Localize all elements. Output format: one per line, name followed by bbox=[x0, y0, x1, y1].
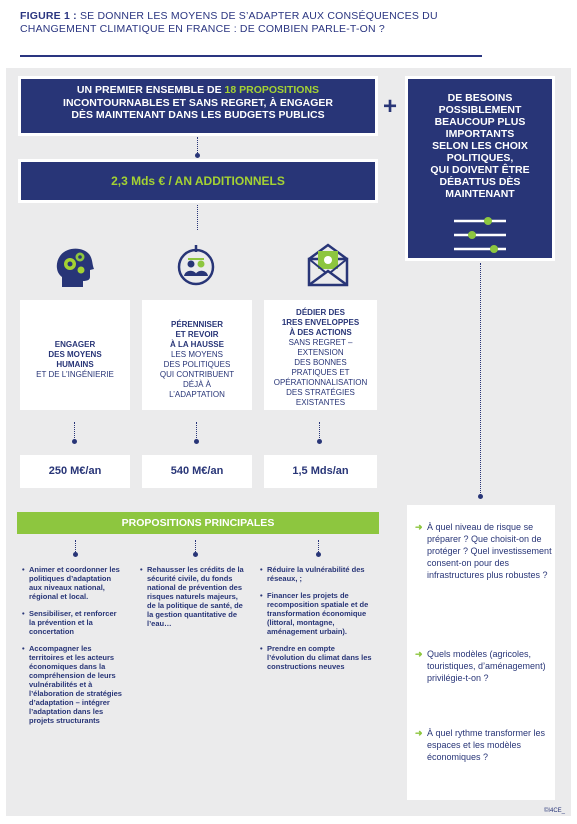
proposition-item: • Prendre en compte l’évolution du climat dans les constructions neuves bbox=[260, 644, 372, 671]
proposition-item: • Rehausser les crédits de la sécurité civile, du fonds national de prévention des risques naturels majeurs, de la politique de santé, de la gestion quantitative de l’eau… bbox=[140, 565, 248, 628]
propositions-column-2 bbox=[140, 565, 248, 636]
card-text-line: ET DE L’INGÉNIERIE bbox=[36, 370, 114, 379]
connector-dot bbox=[317, 439, 322, 444]
card-text-line: EXTENSION bbox=[297, 348, 344, 357]
top-box-line2: INCONTOURNABLES ET SANS REGRET, À ENGAGER bbox=[63, 96, 333, 109]
arrow-right-icon: ➜ bbox=[415, 728, 423, 738]
figure-title bbox=[20, 10, 500, 36]
head-gears-icon bbox=[52, 243, 98, 289]
question-item bbox=[415, 648, 553, 684]
card-text-line: PRATIQUES ET bbox=[291, 368, 350, 377]
title-divider bbox=[20, 55, 482, 57]
question-item bbox=[415, 727, 553, 763]
right-box-line: DE BESOINS bbox=[447, 92, 513, 104]
right-box-line: QUI DOIVENT ÊTRE bbox=[430, 164, 530, 176]
connector-dot bbox=[195, 153, 200, 158]
total-amount-box bbox=[18, 159, 378, 203]
top-proposals-box bbox=[18, 76, 378, 136]
connector-line bbox=[197, 205, 198, 230]
envelope-money-icon bbox=[305, 241, 351, 289]
right-box-line: SELON LES CHOIX bbox=[432, 140, 528, 152]
sliders-icon bbox=[450, 215, 510, 255]
plus-sign: + bbox=[383, 93, 398, 120]
connector-line bbox=[319, 422, 320, 440]
card-bold-line: HUMAINS bbox=[56, 360, 94, 369]
card-bold-line: DÉDIER DES bbox=[296, 308, 345, 317]
right-box-line: BEAUCOUP PLUS bbox=[434, 116, 526, 128]
card-bold-line: PÉRENNISER bbox=[170, 320, 223, 329]
credit-label: ©I4CE_ bbox=[543, 808, 565, 814]
card-bold-line: ENGAGER bbox=[54, 340, 96, 349]
figure-title-text: SE DONNER LES MOYENS DE S’ADAPTER AUX CONSÉQUENCES DU CHANGEMENT CLIMATIQUE EN FRANCE : DE COMBIEN PARLE-T-ON ? bbox=[20, 10, 438, 35]
connector-line bbox=[318, 540, 319, 552]
card-no-regret-actions bbox=[264, 300, 377, 410]
card-text-line: DES POLITIQUES bbox=[163, 360, 231, 369]
question-text: À quel rythme transformer les espaces et les modèles économiques ? bbox=[427, 728, 546, 762]
question-text: Quels modèles (agricoles, touristiques, d’aménagement) privilégie-t-on ? bbox=[427, 649, 546, 683]
propositions-column-3 bbox=[260, 565, 372, 679]
top-box-line3: DÈS MAINTENANT DANS LES BUDGETS PUBLICS bbox=[71, 109, 325, 121]
connector-line bbox=[75, 540, 76, 552]
card-bold-line: À DES ACTIONS bbox=[289, 328, 352, 337]
right-box-line: POLITIQUES, bbox=[446, 152, 514, 164]
connector-dot bbox=[193, 552, 198, 557]
figure-label: FIGURE 1 : bbox=[20, 10, 77, 22]
card-text-line: SANS REGRET – bbox=[288, 338, 353, 347]
arrow-right-icon: ➜ bbox=[415, 649, 423, 659]
connector-dot bbox=[316, 552, 321, 557]
card-text-line: EXISTANTES bbox=[295, 398, 346, 407]
card-text-line: QUI CONTRIBUENT bbox=[159, 370, 235, 379]
connector-line bbox=[196, 422, 197, 440]
card-bold-line: ET REVOIR bbox=[175, 330, 219, 339]
card-text-line: LES MOYENS bbox=[170, 350, 223, 359]
proposition-item: • Sensibiliser, et renforcer la prévention et la concertation bbox=[22, 609, 122, 636]
top-box-line1-prefix: UN PREMIER ENSEMBLE DE bbox=[76, 84, 225, 96]
amount-human-resources: 250 M€/an bbox=[20, 455, 130, 488]
proposition-item: • Animer et coordonner les politiques d’adaptation aux niveaux national, régional et local. bbox=[22, 565, 122, 601]
connector-dot bbox=[72, 439, 77, 444]
card-bold-line: 1RES ENVELOPPES bbox=[281, 318, 360, 327]
proposition-item: • Réduire la vulnérabilité des réseaux, ; bbox=[260, 565, 372, 583]
political-choices-box bbox=[405, 76, 555, 261]
connector-line bbox=[74, 422, 75, 440]
questions-box bbox=[407, 505, 555, 800]
propositions-column-1 bbox=[22, 565, 122, 733]
right-box-line: IMPORTANTS bbox=[445, 128, 515, 140]
card-bold-line: À LA HAUSSE bbox=[170, 340, 224, 349]
right-box-line: POSSIBLEMENT bbox=[438, 104, 522, 116]
connector-line bbox=[195, 540, 196, 552]
card-bold-line: DES MOYENS bbox=[48, 350, 102, 359]
card-text-line: OPÉRATIONNALISATION bbox=[273, 378, 368, 387]
card-text-line: DÉJÀ À bbox=[182, 380, 211, 389]
top-box-highlight: 18 PROPOSITIONS bbox=[224, 84, 320, 96]
card-existing-policies bbox=[142, 300, 252, 410]
card-text-line: DES BONNES bbox=[294, 358, 347, 367]
card-human-resources bbox=[20, 300, 130, 410]
connector-dot bbox=[73, 552, 78, 557]
right-connector-dot bbox=[478, 494, 483, 499]
amount-existing-policies: 540 M€/an bbox=[142, 455, 252, 488]
people-circle-icon bbox=[174, 243, 218, 289]
total-amount-label: 2,3 Mds € / AN ADDITIONNELS bbox=[21, 162, 375, 200]
proposition-item: • Financer les projets de recomposition spatiale et de transformation économique (littoral, montagne, aménagement urbain). bbox=[260, 591, 372, 636]
card-text-line: L’ADAPTATION bbox=[169, 390, 225, 399]
question-item bbox=[415, 521, 553, 581]
right-connector-line bbox=[480, 263, 481, 495]
right-box-line: MAINTENANT bbox=[445, 188, 515, 200]
right-box-line: DÉBATTUS DÈS bbox=[439, 176, 521, 188]
arrow-right-icon: ➜ bbox=[415, 522, 423, 532]
card-text-line: DES STRATÉGIES bbox=[286, 388, 355, 397]
amount-no-regret-actions: 1,5 Mds/an bbox=[264, 455, 377, 488]
proposition-item: • Accompagner les territoires et les acteurs économiques dans la compréhension de leurs vulnérabilités et à l’élaboration de stratégies d’adaptation – intégrer l’adaptation dans les projets structurants bbox=[22, 644, 122, 725]
propositions-heading: PROPOSITIONS PRINCIPALES bbox=[17, 512, 379, 534]
connector-dot bbox=[194, 439, 199, 444]
question-text: À quel niveau de risque se préparer ? Que choisit-on de protéger ? Quel investissement consent-on pour des infrastructures plus robustes ? bbox=[427, 522, 552, 580]
